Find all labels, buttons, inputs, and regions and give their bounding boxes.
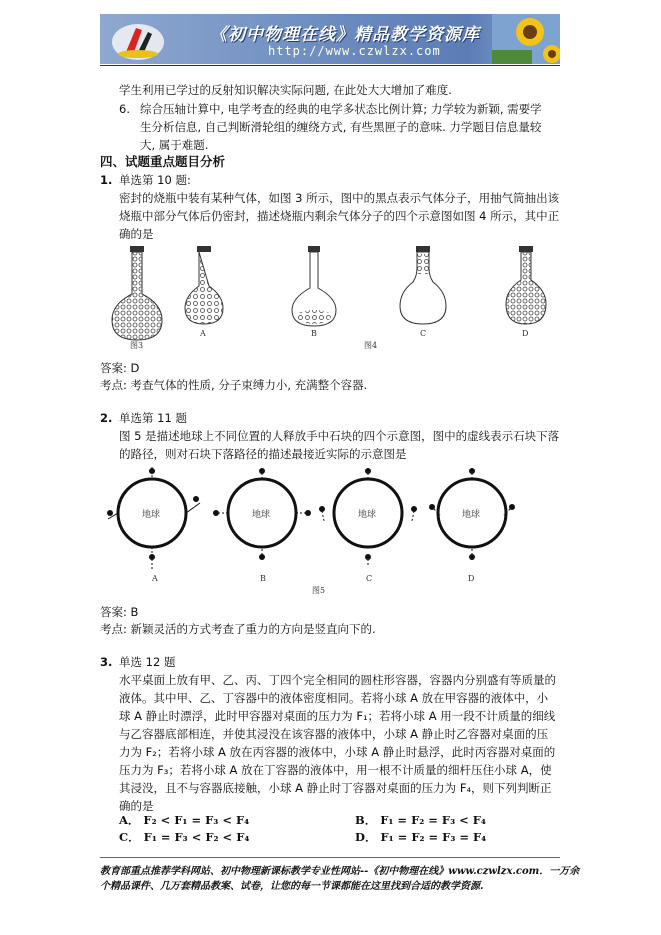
item-number: 6. bbox=[119, 102, 130, 116]
fig-label: D bbox=[468, 574, 475, 583]
fig-label: A bbox=[152, 574, 158, 583]
flask-b bbox=[292, 246, 336, 326]
footer-line: 教育部重点推荐学科网站、初中物理新课标教学专业性网站--《初中物理在线》www.czwlzx.com．一万余 bbox=[100, 866, 580, 877]
footer-rule bbox=[100, 857, 560, 858]
q3-text-line: 力为 F₂；若将小球 A 放在丙容器的液体中，小球 A 静止时悬浮，此时丙容器对桌面的 bbox=[119, 745, 556, 759]
intro-item6-line3: 大, 属于难题. bbox=[140, 138, 209, 152]
footer-line: 个精品课件、几万套精品教案、试卷，让您的每一节课都能在这里找到合适的教学资源. bbox=[100, 881, 484, 892]
site-title: 《初中物理在线》精品教学资源库 bbox=[210, 25, 480, 45]
fig-label: D bbox=[522, 329, 529, 338]
earth-label: 地球 bbox=[252, 510, 271, 520]
section-title: 四、试题重点题目分析 bbox=[100, 154, 226, 169]
fig-label: C bbox=[366, 574, 373, 583]
fig-label: 图4 bbox=[364, 341, 378, 350]
earth-label: 地球 bbox=[358, 510, 377, 520]
site-url: http://www.czwlzx.com bbox=[268, 44, 441, 58]
fig-label: A bbox=[200, 329, 206, 338]
header-rule bbox=[100, 65, 560, 66]
header-banner bbox=[100, 14, 560, 64]
fig-label: 图5 bbox=[312, 586, 326, 595]
intro-item6-line1: 综合压轴计算中, 电学考查的经典的电学多状态比例计算; 力学较为新颖, 需要学 bbox=[140, 102, 542, 116]
intro-item6-line2: 生分析信息, 自己判断滑轮组的缠绕方式, 有些黑匣子的意味. 力学题目信息量较 bbox=[140, 120, 542, 134]
q2-number: 2. bbox=[100, 411, 113, 425]
q2-text-line: 图 5 是描述地球上不同位置的人释放手中石块的四个示意图，图中的虚线表示石块下落 bbox=[119, 429, 560, 443]
option-a: A． F₂ < F₁ = F₃ < F₄ bbox=[119, 813, 250, 827]
flask-a bbox=[185, 246, 223, 324]
earth-a bbox=[107, 465, 200, 569]
q1-answer: 答案: D bbox=[100, 361, 140, 375]
earth-label: 地球 bbox=[462, 510, 481, 520]
site-logo bbox=[108, 18, 168, 62]
q3-text-line: 水平桌面上放有甲、乙、丙、丁四个完全相同的圆柱形容器，容器内分别盛有等质量的 bbox=[119, 673, 556, 687]
earth-c bbox=[319, 468, 417, 567]
flask-d bbox=[506, 246, 546, 324]
intro-line: 学生利用已学过的反射知识解决实际问题, 在此处大大增加了难度. bbox=[119, 83, 452, 97]
earth-label: 地球 bbox=[142, 510, 161, 520]
q2-title: 单选第 11 题 bbox=[119, 411, 187, 425]
q1-text-line: 确的是 bbox=[119, 227, 154, 241]
q3-text-line: 液体。其中甲、乙、丁容器中的液体密度相同。若将小球 A 放在甲容器的液体中，小 bbox=[119, 691, 549, 705]
q1-point: 考点: 考查气体的性质, 分子束缚力小, 充满整个容器. bbox=[100, 378, 368, 392]
q3-text-line: 压力为 F₃；若将小球 A 放在丁容器的液体中，用一根不计质量的细杆压住小球 A，使 bbox=[119, 763, 552, 777]
q2-answer: 答案: B bbox=[100, 605, 139, 619]
fig-label: B bbox=[311, 329, 317, 338]
q3-number: 3. bbox=[100, 655, 113, 669]
flask-fig3 bbox=[112, 246, 162, 340]
q1-text-line: 密封的烧瓶中装有某种气体，如图 3 所示，图中的黑点表示气体分子，用抽气筒抽出该 bbox=[119, 191, 560, 205]
q1-text-line: 烧瓶中部分气体后仍密封，描述烧瓶内剩余气体分子的四个示意图如图 4 所示，其中正 bbox=[119, 209, 560, 223]
q3-text-line: 确的是 bbox=[119, 799, 154, 813]
q3-text-line: 球 A 静止时漂浮，此时甲容器对桌面的压力为 F₁；若将小球 A 用一段不计质量的细线 bbox=[119, 709, 556, 723]
q3-text-line: 其浸没，且不与容器底接触，小球 A 静止时丁容器对桌面的压力为 F₄，则下列判断正 bbox=[119, 781, 552, 795]
sunflower-image bbox=[492, 14, 560, 64]
option-b: B． F₁ = F₂ = F₃ < F₄ bbox=[355, 813, 486, 827]
q1-number: 1. bbox=[100, 173, 113, 187]
fig-label: B bbox=[260, 574, 266, 583]
q1-title: 单选第 10 题: bbox=[119, 173, 191, 187]
flask-c bbox=[400, 246, 446, 324]
q3-text-line: 与乙容器底部相连，并使其浸没在该容器的液体中，小球 A 静止时乙容器对桌面的压 bbox=[119, 727, 549, 741]
fig-label: 图3 bbox=[130, 341, 144, 350]
option-c: C． F₁ = F₃ < F₂ < F₄ bbox=[119, 830, 250, 844]
q2-point: 考点: 新颖灵活的方式考查了重力的方向是竖直向下的. bbox=[100, 622, 376, 636]
figure-5-earth bbox=[100, 463, 520, 595]
earth-d bbox=[429, 468, 515, 560]
q3-title: 单选 12 题 bbox=[119, 655, 176, 669]
option-d: D． F₁ = F₂ = F₃ = F₄ bbox=[355, 830, 487, 844]
q2-text-line: 的路径，则对石块下落路径的描述最接近实际的示意图是 bbox=[119, 447, 407, 461]
fig-label: C bbox=[420, 329, 427, 338]
earth-b bbox=[213, 468, 311, 560]
figure-3-4-flasks bbox=[108, 244, 548, 352]
